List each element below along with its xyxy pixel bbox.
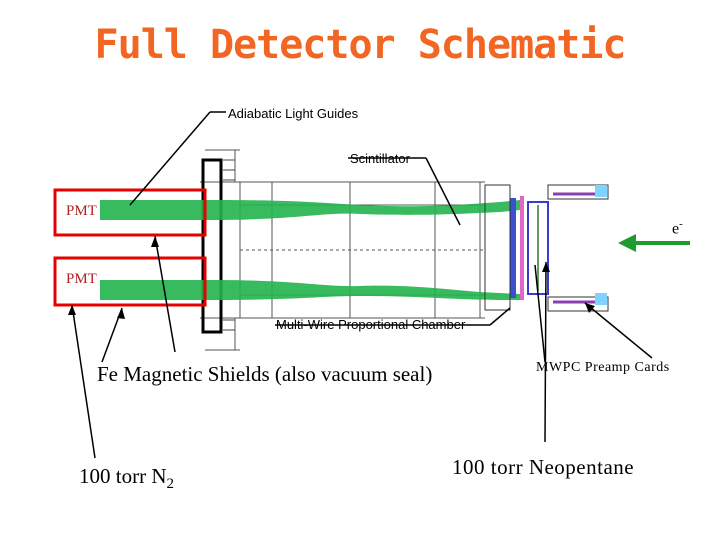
preamp-cards-label: MWPC Preamp Cards bbox=[536, 360, 670, 375]
electron-charge: - bbox=[679, 218, 683, 230]
pmt-top-label: PMT bbox=[66, 203, 97, 219]
scintillator-block bbox=[510, 196, 548, 300]
n2-label bbox=[79, 464, 174, 493]
mwpc-label: Multi-Wire Proportional Chamber bbox=[276, 317, 466, 332]
scintillator-label: Scintillator bbox=[350, 151, 410, 166]
adiabatic-light-guides-label: Adiabatic Light Guides bbox=[228, 106, 359, 121]
n2-subscript: 2 bbox=[166, 476, 174, 493]
neopentane-label: 100 torr Neopentane bbox=[452, 455, 635, 479]
fe-shields-label: Fe Magnetic Shields (also vacuum seal) bbox=[97, 362, 433, 386]
page-title: Full Detector Schematic bbox=[94, 22, 626, 68]
electron-label bbox=[672, 218, 683, 238]
electron-symbol: e bbox=[672, 220, 680, 238]
n2-text: 100 torr N bbox=[79, 464, 167, 488]
pmt-bottom-label: PMT bbox=[66, 271, 97, 287]
flange-hatch bbox=[223, 160, 235, 330]
